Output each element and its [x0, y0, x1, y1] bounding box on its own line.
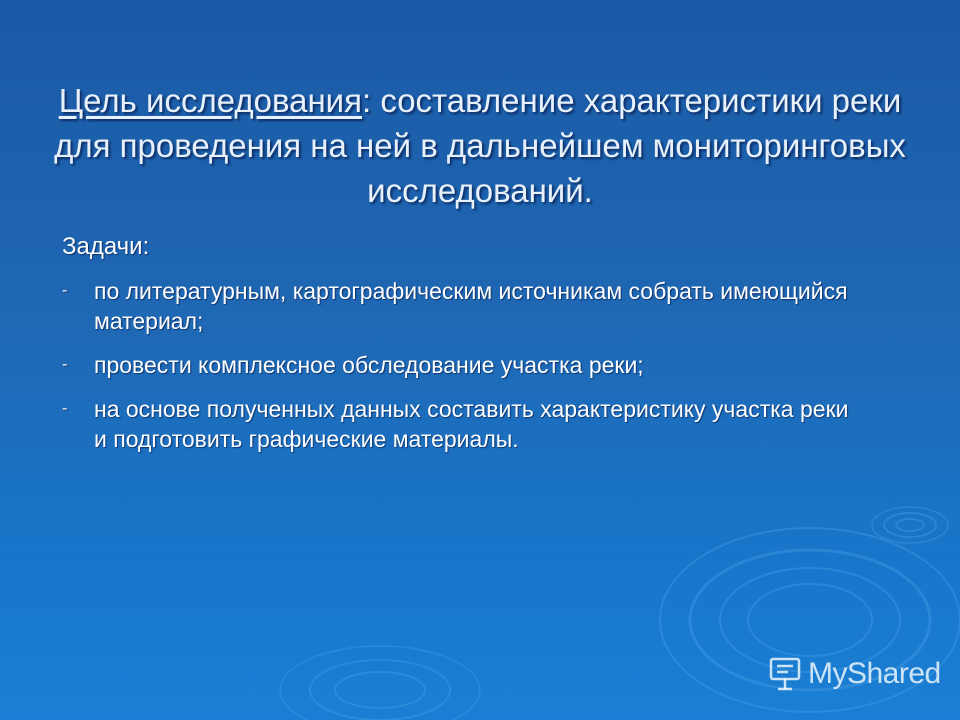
dash-bullet: -	[62, 282, 68, 299]
title-rest: : составление характеристики реки для проведения на ней в дальнейшем мониторинговых исследований.	[54, 82, 906, 209]
task-text: провести комплексное обследование участка реки;	[94, 352, 644, 378]
tasks-section	[62, 232, 862, 468]
watermark-text: MyShared	[808, 657, 941, 690]
task-text: на основе полученных данных составить характеристику участка реки и подготовить графические материалы.	[94, 396, 849, 452]
slide-title	[40, 78, 920, 213]
dash-bullet: -	[62, 400, 68, 417]
list-item	[62, 394, 862, 454]
list-item	[62, 276, 862, 336]
dash-bullet: -	[62, 356, 68, 373]
task-text: по литературным, картографическим источникам собрать имеющийся материал;	[94, 278, 848, 334]
tasks-heading: Задачи:	[62, 233, 150, 260]
title-underlined-part: Цель исследования	[58, 82, 362, 119]
list-item	[62, 350, 862, 380]
task-list	[62, 276, 862, 454]
watermark	[768, 654, 941, 694]
presentation-board-icon	[768, 656, 802, 692]
